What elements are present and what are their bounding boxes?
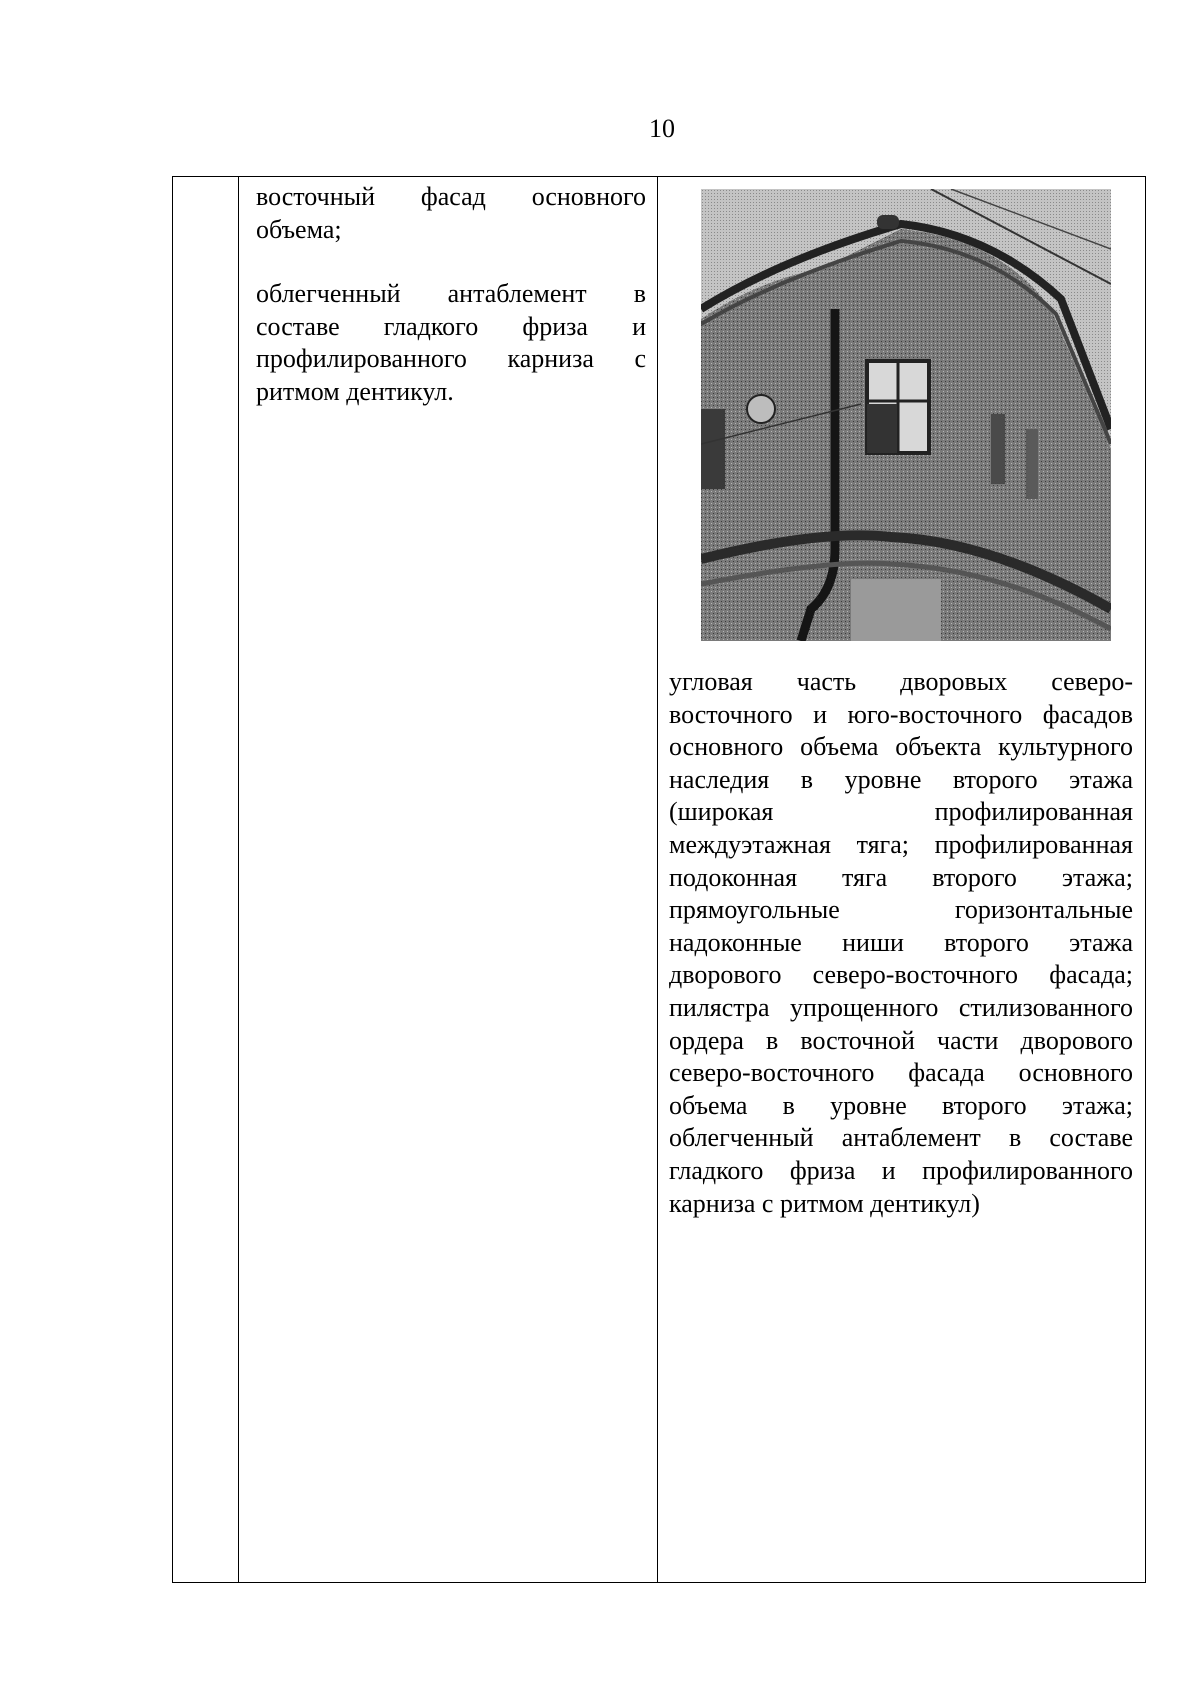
- document-table: [172, 176, 1146, 1583]
- right-column-cell: [669, 666, 1133, 1220]
- entablature-description-text: облегченный антаблемент в составе гладкого фриза и профилированного карниза с ритмом дентикул.: [256, 279, 646, 406]
- page-number: 10: [649, 114, 675, 143]
- facade-name-text: восточный фасад основного объема;: [256, 182, 646, 244]
- column-divider-1: [238, 177, 239, 1582]
- corner-description-text: угловая часть дворовых северо-восточного и юго-восточного фасадов основного объема объекта культурного наследия в уровне второго этажа (широкая профилированная междуэтажная тяга; профилированная подоконная тяга второго этажа; прямоугольные горизонтальные надоконные ниши второго этажа дворового северо-восточного фасада; пилястра упрощенного стилизованного ордера в восточной части дворового северо-восточного фасада основного объема в уровне второго этажа; облегченный антаблемент в составе гладкого фриза и профилированного карниза с ритмом дентикул): [669, 667, 1133, 1218]
- building-corner-photo: [701, 189, 1111, 641]
- left-column-cell: [256, 181, 646, 409]
- column-divider-2: [657, 177, 658, 1582]
